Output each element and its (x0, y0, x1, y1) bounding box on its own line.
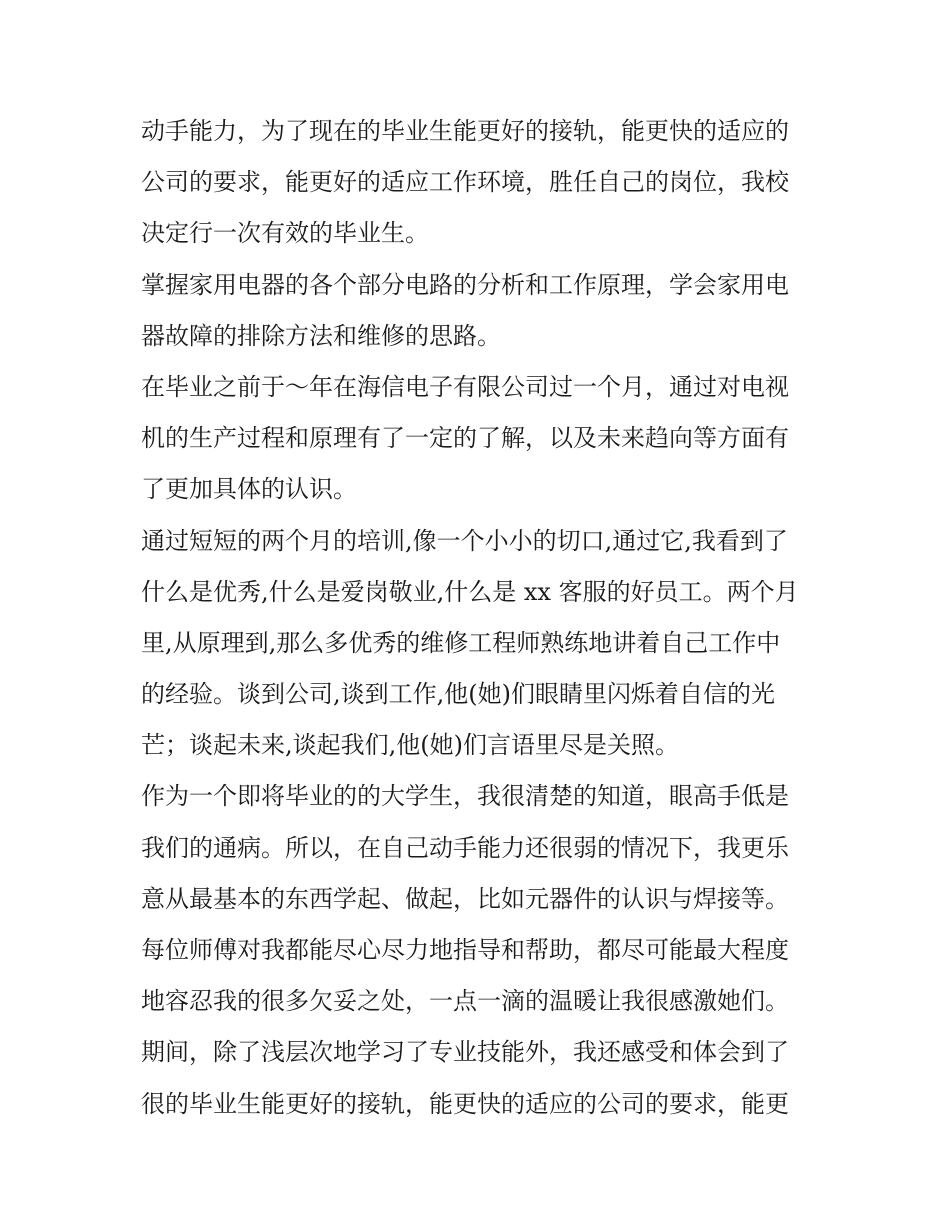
text-line: 芒；谈起未来,谈起我们,他(她)们言语里尽是关照。 (141, 731, 679, 760)
text-line: 在毕业之前于～年在海信电子有限公司过一个月，通过对电视 (141, 372, 789, 401)
text-line: 意从最基本的东西学起、做起，比如元器件的认识与焊接等。 (141, 884, 789, 913)
text-line: 地容忍我的很多欠妥之处，一点一滴的温暖让我很感激她们。 (141, 987, 789, 1016)
text-line: 通过短短的两个月的培训,像一个小小的切口,通过它,我看到了 (141, 526, 788, 555)
text-line: 掌握家用电器的各个部分电路的分析和工作原理，学会家用电 (141, 270, 789, 299)
text-line: 器故障的排除方法和维修的思路。 (141, 321, 501, 350)
text-line: 很的毕业生能更好的接轨，能更快的适应的公司的要求，能更 (141, 1089, 789, 1118)
text-line: 期间，除了浅层次地学习了专业技能外，我还感受和体会到了 (141, 1038, 789, 1067)
text-line: 公司的要求，能更好的适应工作环境，胜任自己的岗位，我校 (141, 168, 789, 197)
text-line: 机的生产过程和原理有了一定的了解，以及未来趋向等方面有 (141, 424, 789, 453)
text-line: 作为一个即将毕业的的大学生，我很清楚的知道，眼高手低是 (141, 782, 789, 811)
text-line: 决定行一次有效的毕业生。 (141, 219, 429, 248)
text-line: 每位师傅对我都能尽心尽力地指导和帮助，都尽可能最大程度 (141, 936, 789, 964)
text-line: 动手能力，为了现在的毕业生能更好的接轨，能更快的适应的 (141, 117, 789, 145)
text-line: 什么是优秀,什么是爱岗敬业,什么是 xx 客服的好员工。两个月 (141, 577, 799, 606)
text-line: 我们的通病。所以，在自己动手能力还很弱的情况下，我更乐 (141, 833, 789, 862)
text-line: 了更加具体的认识。 (141, 475, 357, 504)
text-line: 的经验。谈到公司,谈到工作,他(她)们眼睛里闪烁着自信的光 (141, 680, 775, 709)
document-body (141, 106, 821, 1130)
text-line: 里,从原理到,那么多优秀的维修工程师熟练地讲着自己工作中 (141, 628, 781, 657)
